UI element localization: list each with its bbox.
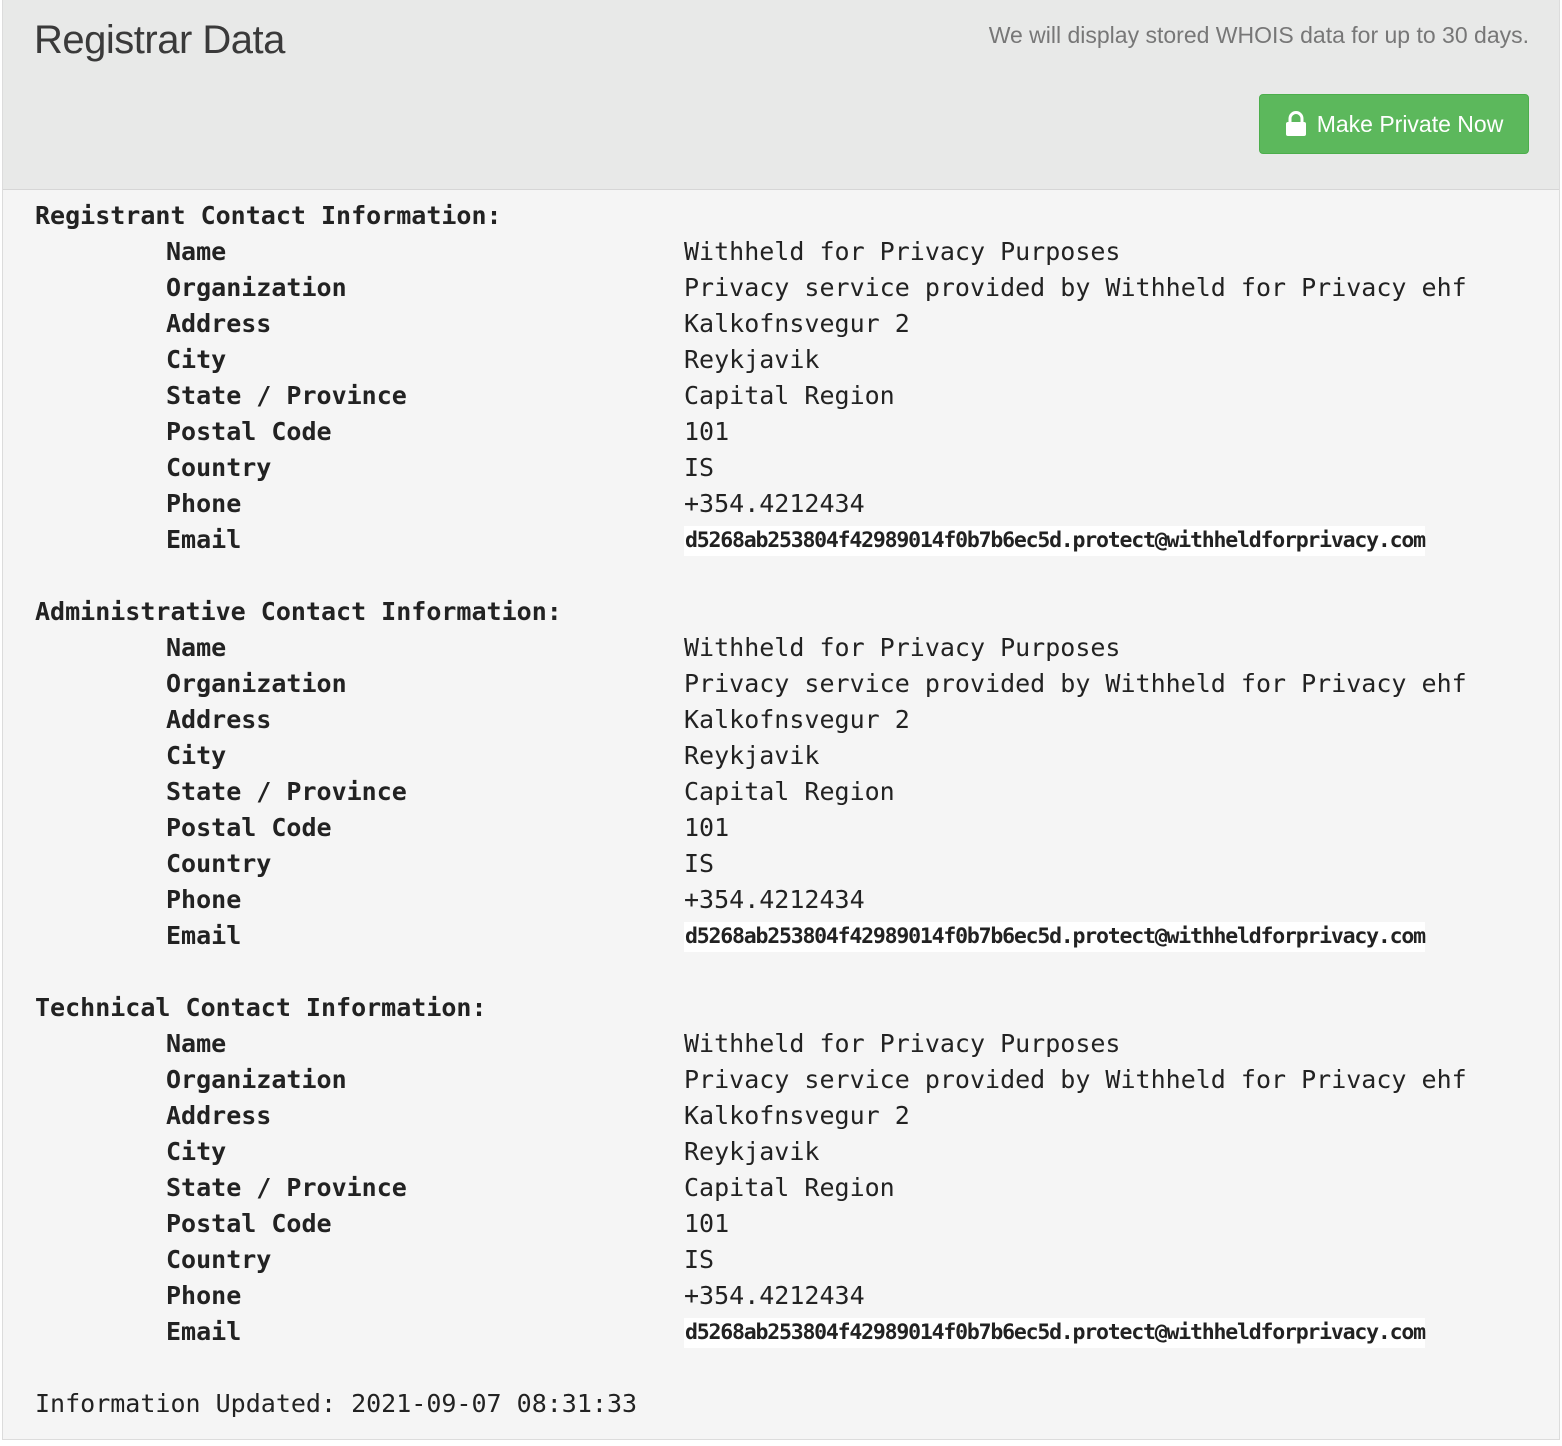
- field-value: Reykjavik: [684, 741, 820, 770]
- field-value: 101: [684, 417, 730, 446]
- field-label: Country: [166, 1245, 272, 1274]
- field-label: Phone: [166, 885, 242, 914]
- field-value: Reykjavik: [684, 345, 820, 374]
- field-row: [35, 234, 1121, 270]
- field-row: [35, 846, 715, 882]
- field-value: IS: [684, 1245, 715, 1274]
- field-label: Phone: [166, 489, 242, 518]
- field-label: Organization: [166, 273, 347, 302]
- field-value: IS: [684, 849, 715, 878]
- field-row: [35, 342, 820, 378]
- field-row: [35, 1206, 730, 1242]
- field-row: [35, 522, 1425, 558]
- field-label: Postal Code: [166, 813, 332, 842]
- field-value: Kalkofnsvegur 2: [684, 1101, 910, 1130]
- field-row: [35, 486, 865, 522]
- section-heading: Administrative Contact Information:: [35, 597, 562, 626]
- field-row: [35, 1170, 895, 1206]
- field-row: [35, 918, 1425, 954]
- field-label: Organization: [166, 669, 347, 698]
- field-label: Postal Code: [166, 417, 332, 446]
- field-value: Capital Region: [684, 381, 895, 410]
- field-value: Privacy service provided by Withheld for Privacy ehf: [684, 669, 1467, 698]
- email-value: d5268ab253804f42989014f0b7b6ec5d.protect@withheldforprivacy.com: [684, 526, 1425, 556]
- panel-header: [3, 0, 1559, 190]
- field-value: Kalkofnsvegur 2: [684, 705, 910, 734]
- field-row: [35, 1278, 865, 1314]
- section-heading: Technical Contact Information:: [35, 993, 487, 1022]
- field-row: [35, 270, 1467, 306]
- field-label: Organization: [166, 1065, 347, 1094]
- field-value: Kalkofnsvegur 2: [684, 309, 910, 338]
- field-value: 101: [684, 1209, 730, 1238]
- field-row: [35, 810, 730, 846]
- field-row: [35, 882, 865, 918]
- field-label: Name: [166, 237, 227, 266]
- field-row: [35, 666, 1467, 702]
- field-row: [35, 1242, 715, 1278]
- section-heading: Registrant Contact Information:: [35, 201, 502, 230]
- registrar-data-panel: [2, 0, 1560, 1440]
- contact-section: [35, 990, 1467, 1350]
- field-row: [35, 1098, 910, 1134]
- field-row: [35, 414, 730, 450]
- field-value: Withheld for Privacy Purposes: [684, 237, 1121, 266]
- field-row: [35, 702, 910, 738]
- field-row: [35, 450, 715, 486]
- email-value: d5268ab253804f42989014f0b7b6ec5d.protect@withheldforprivacy.com: [684, 922, 1425, 952]
- contact-section: [35, 594, 1467, 954]
- field-label: Postal Code: [166, 1209, 332, 1238]
- field-label: Email: [166, 921, 242, 950]
- field-label: Country: [166, 453, 272, 482]
- field-row: [35, 1134, 820, 1170]
- whois-record: [35, 198, 1467, 1422]
- field-row: [35, 306, 910, 342]
- field-label: City: [166, 1137, 227, 1166]
- field-label: Address: [166, 1101, 272, 1130]
- field-row: [35, 738, 820, 774]
- field-row: [35, 1062, 1467, 1098]
- field-value: +354.4212434: [684, 885, 865, 914]
- field-row: [35, 378, 895, 414]
- email-value: d5268ab253804f42989014f0b7b6ec5d.protect@withheldforprivacy.com: [684, 1318, 1425, 1348]
- field-value: Reykjavik: [684, 1137, 820, 1166]
- field-row: [35, 774, 895, 810]
- field-label: Address: [166, 309, 272, 338]
- information-updated: Information Updated: 2021-09-07 08:31:33: [35, 1389, 638, 1418]
- field-label: State / Province: [166, 1173, 407, 1202]
- field-value: +354.4212434: [684, 1281, 865, 1310]
- field-row: [35, 630, 1121, 666]
- field-value: Withheld for Privacy Purposes: [684, 1029, 1121, 1058]
- field-value: 101: [684, 813, 730, 842]
- field-value: Capital Region: [684, 777, 895, 806]
- field-label: Address: [166, 705, 272, 734]
- field-label: Email: [166, 525, 242, 554]
- field-label: State / Province: [166, 777, 407, 806]
- field-label: Name: [166, 1029, 227, 1058]
- field-label: City: [166, 741, 227, 770]
- lock-icon: [1285, 111, 1307, 137]
- make-private-now-button[interactable]: [1259, 94, 1529, 154]
- field-value: Withheld for Privacy Purposes: [684, 633, 1121, 662]
- field-value: +354.4212434: [684, 489, 865, 518]
- field-value: Capital Region: [684, 1173, 895, 1202]
- contact-section: [35, 198, 1467, 558]
- field-label: Phone: [166, 1281, 242, 1310]
- field-label: State / Province: [166, 381, 407, 410]
- field-value: Privacy service provided by Withheld for Privacy ehf: [684, 1065, 1467, 1094]
- retention-note: We will display stored WHOIS data for up to 30 days.: [988, 22, 1529, 48]
- make-private-now-label: Make Private Now: [1316, 110, 1504, 137]
- field-value: IS: [684, 453, 715, 482]
- field-row: [35, 1314, 1425, 1350]
- panel-title: Registrar Data: [34, 18, 285, 62]
- field-label: City: [166, 345, 227, 374]
- field-row: [35, 1026, 1121, 1062]
- field-value: Privacy service provided by Withheld for Privacy ehf: [684, 273, 1467, 302]
- field-label: Email: [166, 1317, 242, 1346]
- field-label: Name: [166, 633, 227, 662]
- field-label: Country: [166, 849, 272, 878]
